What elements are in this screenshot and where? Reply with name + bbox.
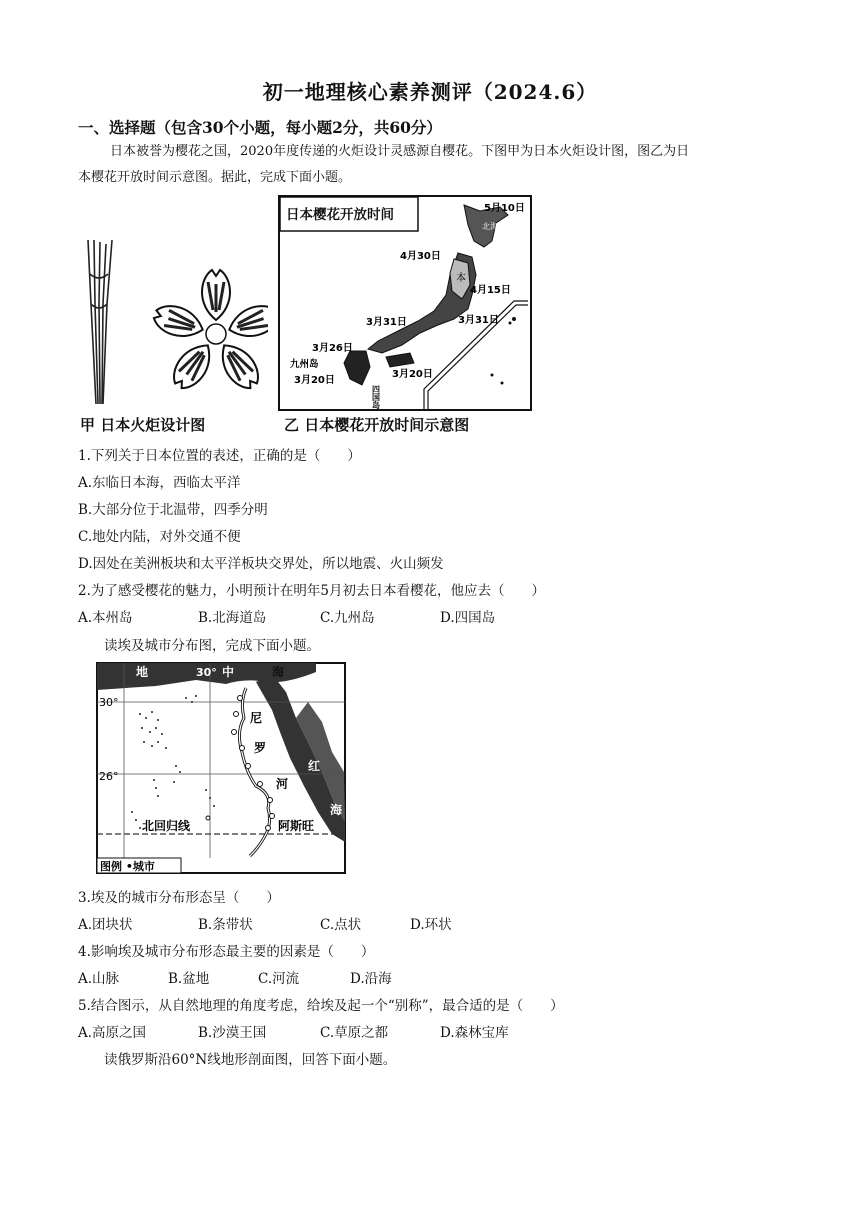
label-di: 地 — [136, 665, 149, 679]
torch-icon — [88, 240, 112, 404]
section-heading: 一、选择题（包含30个小题，每小题2分，共60分） — [78, 118, 442, 137]
map-legend: 图例 •城市 — [100, 860, 155, 873]
label-apr30: 4月30日 — [400, 251, 441, 262]
q3-stem: 3.埃及的城市分布形态呈（ ） — [78, 890, 280, 906]
q2-option-c[interactable]: C.九州岛 — [320, 610, 375, 626]
label-luo: 罗 — [254, 741, 267, 755]
intro-line-2: 本樱花开放时间示意图。据此，完成下面小题。 — [78, 170, 352, 185]
q2-option-b[interactable]: B.北海道岛 — [198, 610, 267, 626]
intro-2: 读埃及城市分布图，完成下面小题。 — [104, 638, 320, 654]
label-tropic: 北回归线 — [142, 819, 191, 833]
q4-option-b[interactable]: B.盆地 — [168, 971, 210, 987]
label-mar31-b: 3月31日 — [458, 315, 499, 326]
q3-option-c[interactable]: C.点状 — [320, 917, 362, 933]
q2-option-d[interactable]: D.四国岛 — [440, 610, 496, 626]
label-hai: 海 — [272, 665, 285, 679]
intro-3: 读俄罗斯沿60°N线地形剖面图，回答下面小题。 — [104, 1052, 397, 1068]
q2-options — [0, 606, 860, 626]
label-may10: 5月10日 — [484, 203, 525, 214]
q5-options — [0, 1021, 860, 1041]
q5-option-d[interactable]: D.森林宝库 — [440, 1025, 509, 1041]
q3-option-b[interactable]: B.条带状 — [198, 917, 253, 933]
label-honshu: 本 — [456, 273, 466, 284]
label-hong: 红 — [308, 759, 321, 773]
label-apr15: 4月15日 — [470, 285, 511, 296]
q1-option-b[interactable]: B.大部分位于北温带，四季分明 — [78, 502, 268, 518]
label-zhong: 中 — [222, 665, 235, 679]
torch-figure — [78, 234, 268, 410]
label-mar20-a: 3月20日 — [294, 375, 335, 386]
cherry-blossom-icon — [151, 270, 268, 394]
q4-stem: 4.影响埃及城市分布形态最主要的因素是（ ） — [78, 944, 375, 960]
label-26: 26° — [99, 770, 119, 783]
label-30: 30° — [99, 696, 119, 709]
figure-jia-caption: 甲 日本火炬设计图 — [80, 416, 206, 434]
q4-option-d[interactable]: D.沿海 — [350, 971, 392, 987]
q5-option-b[interactable]: B.沙漠王国 — [198, 1025, 267, 1041]
q2-stem: 2.为了感受樱花的魅力，小明预计在明年5月初去日本看樱花，他应去（ ） — [78, 583, 545, 599]
q4-option-a[interactable]: A.山脉 — [78, 971, 120, 987]
label-kyushu: 九州岛 — [290, 359, 319, 370]
q3-option-d[interactable]: D.环状 — [410, 917, 452, 933]
label-he: 河 — [276, 777, 289, 791]
q1-option-a[interactable]: A.东临日本海，西临太平洋 — [78, 475, 241, 491]
label-mar20-b: 3月20日 — [392, 369, 433, 380]
q5-option-a[interactable]: A.高原之国 — [78, 1025, 147, 1041]
q1-option-c[interactable]: C.地处内陆，对外交通不便 — [78, 529, 241, 545]
label-mar26: 3月26日 — [312, 343, 353, 354]
map-box-title: 日本樱花开放时间 — [286, 207, 394, 223]
label-hokkaido: 北海道岛 — [482, 222, 514, 231]
q1-stem: 1.下列关于日本位置的表述，正确的是（ ） — [78, 448, 361, 464]
japan-sakura-map — [278, 195, 532, 411]
q3-options — [0, 913, 860, 933]
label-red-sea: 海 — [330, 803, 343, 817]
egypt-city-map — [96, 662, 346, 874]
q4-options — [0, 967, 860, 987]
q5-stem: 5.结合图示，从自然地理的角度考虑，给埃及起一个“别称”，最合适的是（ ） — [78, 998, 564, 1014]
figure-yi-caption: 乙 日本樱花开放时间示意图 — [284, 416, 470, 434]
label-30-top: 30° — [196, 666, 217, 679]
q1-option-d[interactable]: D.因处在美洲板块和太平洋板块交界处，所以地震、火山频发 — [78, 556, 444, 572]
intro-line-1: 日本被誉为樱花之国，2020年度传递的火炬设计灵感源自樱花。下图甲为日本火炬设计图，图乙为日 — [110, 144, 690, 159]
q2-option-a[interactable]: A.本州岛 — [78, 610, 133, 626]
label-aswan: 阿斯旺 — [278, 819, 315, 833]
label-mar31-a: 3月31日 — [366, 317, 407, 328]
q4-option-c[interactable]: C.河流 — [258, 971, 300, 987]
label-shikoku: 四国岛 — [371, 385, 381, 409]
page-title: 初一地理核心素养测评（2024.6） — [262, 80, 598, 104]
label-ni: 尼 — [250, 711, 263, 725]
q3-option-a[interactable]: A.团块状 — [78, 917, 133, 933]
q5-option-c[interactable]: C.草原之都 — [320, 1025, 389, 1041]
